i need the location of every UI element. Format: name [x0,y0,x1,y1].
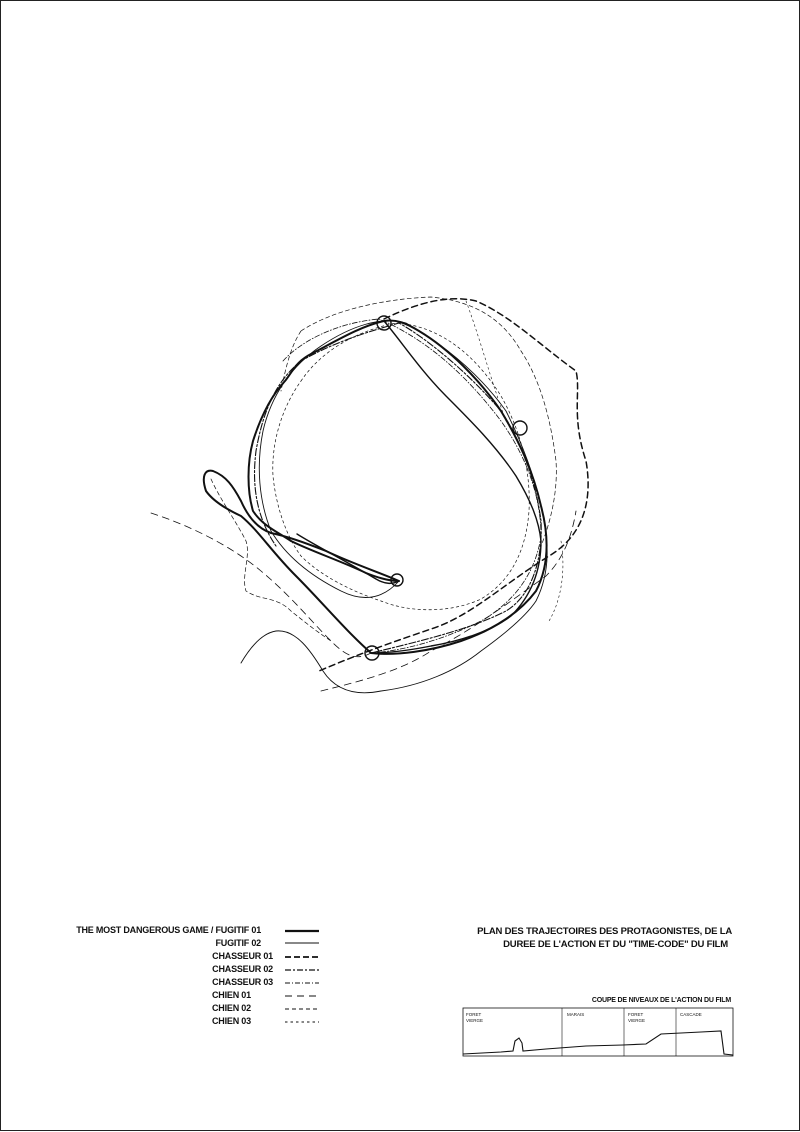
zone-3-label-line-2: VIERGE [628,1018,646,1023]
trajectory-fugitif-02 [241,321,547,693]
zone-3-label-line-1: FORET [628,1012,644,1017]
coupe-profile-line [463,1031,733,1055]
zone-1-label-line-2: VIERGE [466,1018,484,1023]
coupe-title: COUPE DE NIVEAUX DE L'ACTION DU FILM [591,997,731,1004]
trajectory-chien-01 [151,511,576,691]
legend-label-fugitif-01: THE MOST DANGEROUS GAME / FUGITIF 01 [76,925,261,935]
zone-4-label-line-1: CASCADE [680,1012,702,1017]
encounter-point-east [513,421,527,435]
legend-label-chasseur-01: CHASSEUR 01 [212,951,273,961]
legend [76,925,319,1026]
trajectory-chasseur-02 [255,323,542,653]
plan-title [477,926,732,950]
legend-label-chien-01: CHIEN 01 [212,990,251,1000]
trajectory-plan-drawing [1,1,800,1132]
trajectory-chien-03 [273,323,529,610]
trajectory-map [151,297,588,693]
trajectory-fugitif-01-strand [297,321,541,653]
plan-title-line-1: PLAN DES TRAJECTOIRES DES PROTAGONISTES, DE LA [477,926,732,937]
zone-1-label-line-1: FORET [466,1012,482,1017]
legend-label-chien-02: CHIEN 02 [212,1003,251,1013]
plan-title-line-2: DUREE DE L'ACTION ET DU "TIME-CODE" DU FILM [503,939,728,950]
legend-label-chien-03: CHIEN 03 [212,1016,251,1026]
coupe-section [463,997,733,1056]
legend-label-fugitif-02: FUGITIF 02 [215,938,261,948]
zone-2-label-line-1: MARAIS [567,1012,585,1017]
trajectory-chasseur-01 [319,299,588,671]
legend-label-chasseur-02: CHASSEUR 02 [212,964,273,974]
legend-label-chasseur-03: CHASSEUR 03 [212,977,273,987]
trajectory-chien-02 [211,297,556,641]
